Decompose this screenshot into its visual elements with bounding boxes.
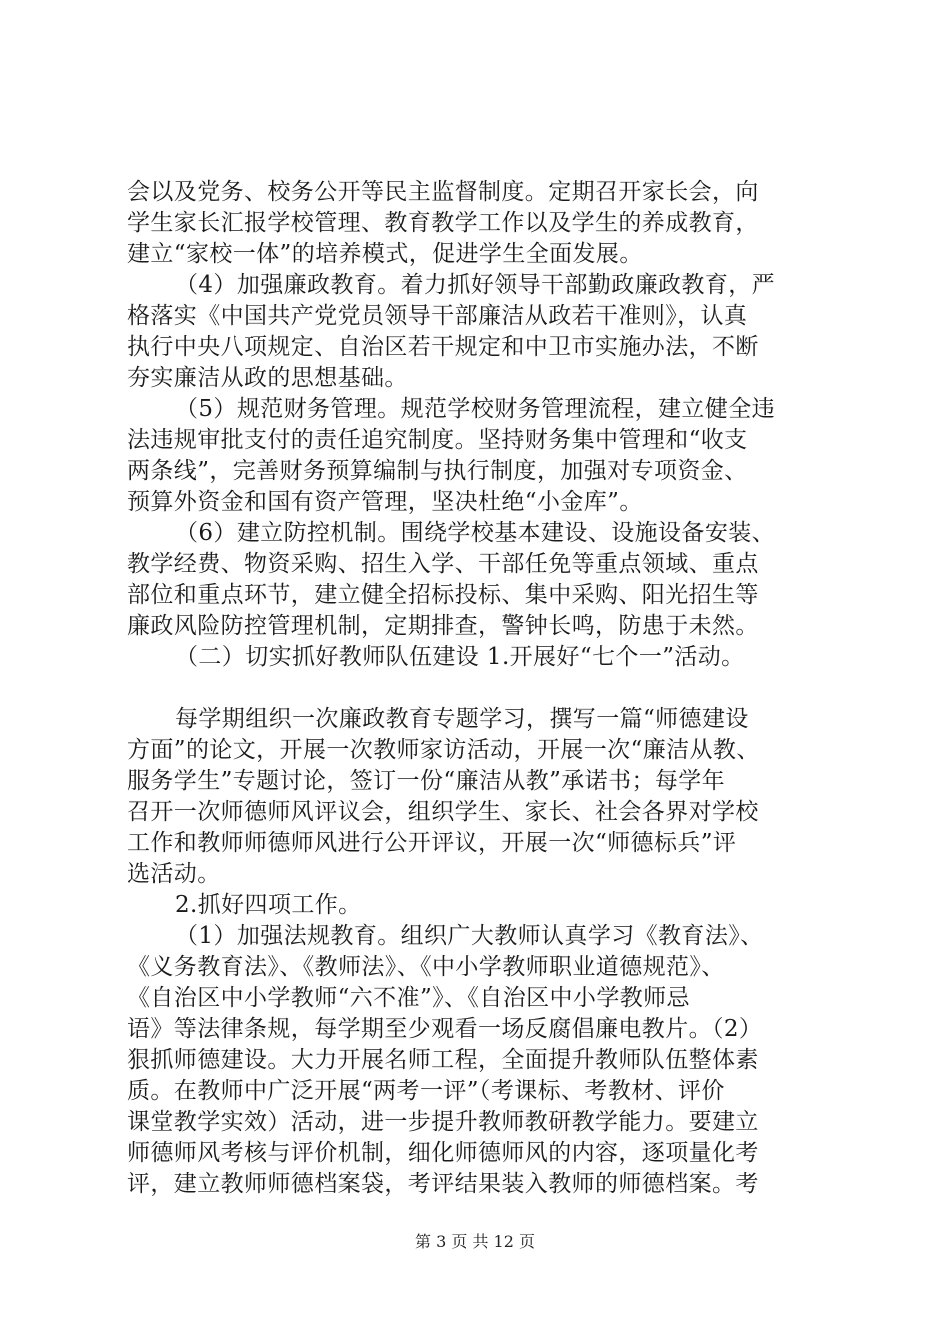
paragraph-start-line: 每学期组织一次廉政教育专题学习，撰写一篇“师德建设 <box>175 706 749 732</box>
text-line: 语》等法律条规，每学期至少观看一场反腐倡廉电教片。（2） <box>127 1016 763 1042</box>
text-line: 夯实廉洁从政的思想基础。 <box>127 365 408 391</box>
text-line: 课堂教学实效）活动，进一步提升教师教研教学能力。要建立 <box>127 1109 759 1135</box>
paragraph-start-line: （4）加强廉政教育。着力抓好领导干部勤政廉政教育，严 <box>175 272 776 298</box>
text-line: 廉政风险防控管理机制，定期排查，警钟长鸣，防患于未然。 <box>127 613 759 639</box>
text-line: 《自治区中小学教师“六不准”》、《自治区中小学教师忌 <box>127 985 690 1011</box>
page-number-footer: 第 3 页 共 12 页 <box>415 1232 535 1251</box>
text-line: 《义务教育法》、《教师法》、《中小学教师职业道德规范》、 <box>127 954 725 980</box>
text-line: 预算外资金和国有资产管理，坚决杜绝“小金库”。 <box>127 489 643 515</box>
text-line: 师德师风考核与评价机制，细化师德师风的内容，逐项量化考 <box>127 1140 759 1166</box>
subsection-heading-line: 2.抓好四项工作。 <box>175 892 362 918</box>
text-line: 执行中央八项规定、自治区若干规定和中卫市实施办法，不断 <box>127 334 759 360</box>
text-line: 建立“家校一体”的培养模式，促进学生全面发展。 <box>127 241 643 267</box>
paragraph-start-line: （1）加强法规教育。组织广大教师认真学习《教育法》、 <box>175 923 764 949</box>
text-line: 两条线”，完善财务预算编制与执行制度，加强对专项资金、 <box>127 458 748 484</box>
text-line: 召开一次师德师风评议会，组织学生、家长、社会各界对学校 <box>127 799 759 825</box>
paragraph-start-line: （5）规范财务管理。规范学校财务管理流程，建立健全违 <box>175 396 776 422</box>
paragraph-start-line: （6）建立防控机制。围绕学校基本建设、设施设备安装、 <box>175 520 776 546</box>
text-line: 工作和教师师德师风进行公开评议，开展一次“师德标兵”评 <box>127 830 737 856</box>
section-heading-line: （二）切实抓好教师队伍建设 1.开展好“七个一”活动。 <box>175 644 745 670</box>
text-line: 评，建立教师师德档案袋，考评结果装入教师的师德档案。考 <box>127 1171 759 1197</box>
text-line: 质。在教师中广泛开展“两考一评”（考课标、考教材、评价 <box>127 1078 725 1104</box>
text-line: 学生家长汇报学校管理、教育教学工作以及学生的养成教育， <box>127 210 759 236</box>
text-line: 教学经费、物资采购、招生入学、干部任免等重点领域、重点 <box>127 551 759 577</box>
text-line: 法违规审批支付的责任追究制度。坚持财务集中管理和“收支 <box>127 427 748 453</box>
text-line: 狠抓师德建设。大力开展名师工程，全面提升教师队伍整体素 <box>127 1047 759 1073</box>
text-line: 服务学生”专题讨论，签订一份“廉洁从教”承诺书；每学年 <box>127 768 726 794</box>
text-line: 格落实《中国共产党党员领导干部廉洁从政若干准则》，认真 <box>127 303 748 329</box>
text-line: 会以及党务、校务公开等民主监督制度。定期召开家长会，向 <box>127 179 759 205</box>
text-line: 选活动。 <box>127 861 221 887</box>
text-line: 部位和重点环节，建立健全招标投标、集中采购、阳光招生等 <box>127 582 759 608</box>
text-line: 方面”的论文，开展一次教师家访活动，开展一次“廉洁从教、 <box>127 737 760 763</box>
